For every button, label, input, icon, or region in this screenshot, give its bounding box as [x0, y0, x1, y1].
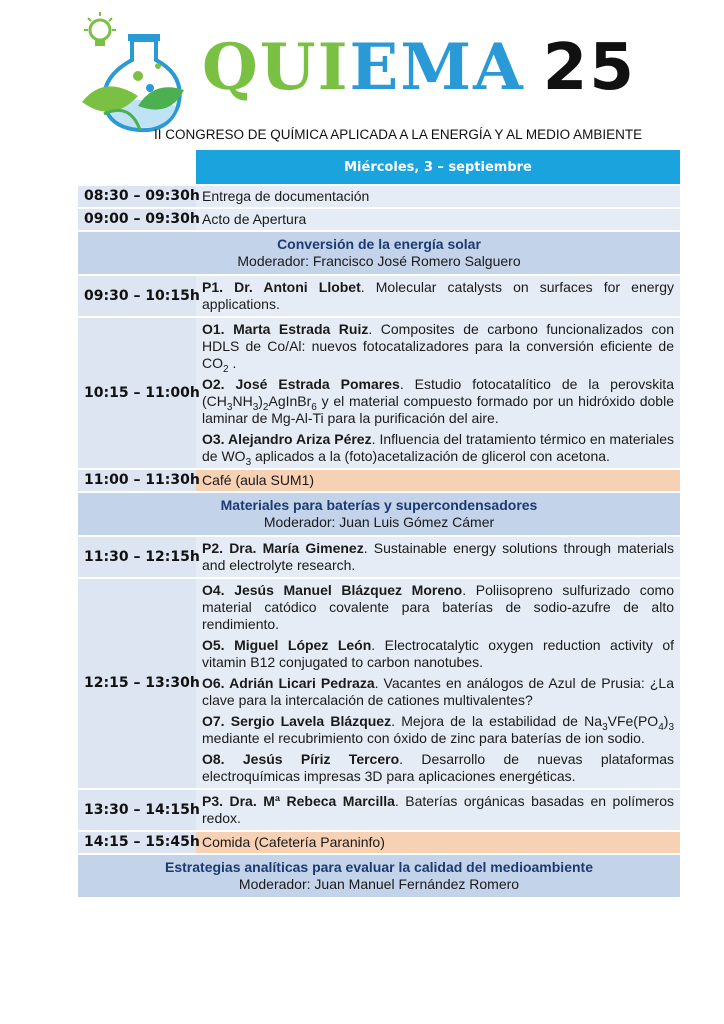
talk-item: [202, 540, 674, 574]
header: [0, 0, 724, 150]
talk-item: O2. José Estrada Pomares. Estudio fotocatalítico de la perovskita $(CH_3NH_3)_2AgInBr_6$ y el material compuesto formado por un hidróxido doble laminar de Mg-Al-Ti para la purificación del aire.: [202, 376, 674, 426]
schedule-row: [78, 275, 680, 317]
schedule-row: [78, 789, 680, 831]
talk-speaker: O1. Marta Estrada Ruiz: [202, 321, 369, 337]
schedule-row: [78, 317, 680, 469]
time-slot: 08:30 – 09:30h: [78, 185, 196, 208]
activity: Entrega de documentación: [196, 185, 680, 208]
talk-title: . Composites de carbono funcionalizados con HDLS de Co/Al: nuevos fotocatalizadores para la conversión eficiente de CO: [202, 321, 674, 371]
schedule-row: [78, 578, 680, 789]
break-activity: Comida (Cafetería Paraninfo): [196, 831, 680, 854]
talk-title: . Estudio fotocatalítico de la perovskita (CH: [202, 376, 674, 409]
brand-ema: EMA: [349, 30, 525, 105]
session-moderator: Moderador: Juan Manuel Fernández Romero: [238, 876, 520, 892]
talk-item: [202, 279, 674, 313]
talk-title: . Vacantes en análogos de Azul de Prusia: ¿La clave para la intercalación de cationes multivalentes?: [202, 675, 674, 708]
session-header: [78, 854, 680, 898]
talk-speaker: P2. Dra. María Gimenez: [202, 540, 364, 556]
talk-item: [202, 582, 674, 633]
talk-title: . Desarrollo de nuevas plataformas electroquímicas impresas 3D para aplicaciones energéticas.: [202, 751, 674, 784]
time-slot: 10:15 – 11:00h: [78, 317, 196, 469]
talk-title: . Baterías orgánicas basadas en polímeros redox.: [202, 793, 674, 826]
talk-speaker: O6. Adrián Licari Pedraza: [202, 675, 375, 691]
activity: Acto de Apertura: [196, 208, 680, 231]
time-slot: 13:30 – 14:15h: [78, 789, 196, 831]
session-moderator: Moderador: Juan Luis Gómez Cámer: [263, 514, 495, 530]
talk-title: . Mejora de la estabilidad de Na: [391, 713, 603, 729]
time-slot: 12:15 – 13:30h: [78, 578, 196, 789]
talk-speaker: O3. Alejandro Ariza Pérez: [202, 431, 372, 447]
schedule-row: [78, 469, 680, 492]
talk-item: O3. Alejandro Ariza Pérez. Influencia del tratamiento térmico en materiales de $WO_3$ aplicados a la (foto)acetalización de glicerol con acetona.: [202, 431, 674, 468]
congress-brand: [202, 30, 636, 105]
brand-year: 25: [542, 31, 636, 105]
talk-speaker: P3. Dra. Mª Rebeca Marcilla: [202, 793, 395, 809]
day-label: Miércoles, 3 – septiembre: [196, 150, 680, 185]
session-header: [78, 492, 680, 536]
talk-item: O7. Sergio Lavela Blázquez. Mejora de la estabilidad de $Na_3VFe(PO_4)_3$ mediante el recubrimiento con óxido de zinc para baterías de ion sodio.: [202, 713, 674, 746]
flask-logo-icon: [74, 10, 194, 135]
talk-item: [202, 675, 674, 709]
talk-item: O1. Marta Estrada Ruiz. Composites de carbono funcionalizados con HDLS de Co/Al: nuevos fotocatalizadores para la conversión eficiente de $CO_2$ .: [202, 321, 674, 375]
talk-title: . Influencia del tratamiento térmico en materiales de WO: [202, 431, 674, 464]
talk-speaker: O5. Miguel López León: [202, 637, 372, 653]
schedule-row: [78, 185, 680, 208]
talk-item: [202, 793, 674, 827]
time-slot: 11:30 – 12:15h: [78, 536, 196, 578]
talk-title: . Poliisopreno sulfurizado como material catódico covalente para baterías de sodio-azufre de alto rendimiento.: [202, 582, 674, 632]
talk-item: [202, 751, 674, 785]
time-slot: 09:00 – 09:30h: [78, 208, 196, 231]
time-slot: 11:00 – 11:30h: [78, 469, 196, 492]
day-header-row: [78, 150, 680, 185]
talk-item: [202, 637, 674, 671]
talk-speaker: O4. Jesús Manuel Blázquez Moreno: [202, 582, 463, 598]
talk-speaker: O2. José Estrada Pomares: [202, 376, 400, 392]
brand-qui: QUI: [202, 30, 350, 105]
session-header: [78, 231, 680, 275]
session-title: Estrategias analíticas para evaluar la calidad del medioambiente: [165, 859, 593, 875]
program-table: [78, 150, 680, 899]
schedule-row: [78, 536, 680, 578]
time-slot: 09:30 – 10:15h: [78, 275, 196, 317]
talk-speaker: O8. Jesús Píriz Tercero: [202, 751, 400, 767]
schedule-row: [78, 208, 680, 231]
talk-title: . Molecular catalysts on surfaces for energy applications.: [202, 279, 674, 312]
time-slot: 14:15 – 15:45h: [78, 831, 196, 854]
session-title: Conversión de la energía solar: [277, 236, 481, 252]
talk-title: . Sustainable energy solutions through materials and electrolyte research.: [202, 540, 675, 573]
talk-title: . Electrocatalytic oxygen reduction activity of vitamin B12 conjugated to carbon nanotubes.: [202, 637, 674, 670]
talk-speaker: P1. Dr. Antoni Llobet: [202, 279, 361, 295]
schedule-row: [78, 831, 680, 854]
session-moderator: Moderador: Francisco José Romero Salguero: [237, 253, 521, 269]
break-activity: Café (aula SUM1): [196, 469, 680, 492]
congress-subtitle: II CONGRESO DE QUÍMICA APLICADA A LA ENERGÍA Y AL MEDIO AMBIENTE: [154, 127, 643, 142]
session-title: Materiales para baterías y supercondensadores: [220, 497, 538, 513]
talk-speaker: O7. Sergio Lavela Blázquez: [202, 713, 392, 729]
